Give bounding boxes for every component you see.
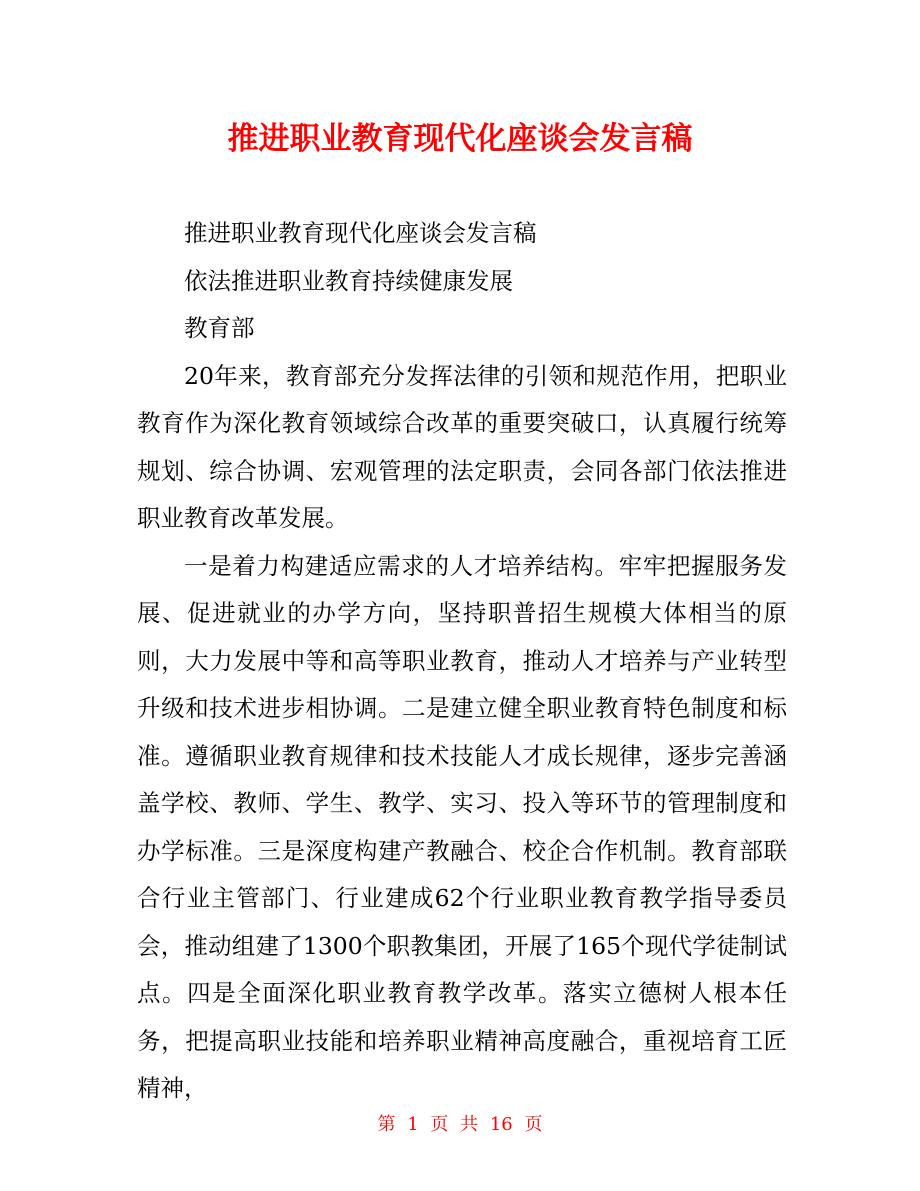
paragraph-author: 教育部 xyxy=(184,314,255,342)
paragraph-measures: 一是着力构建适应需求的人才培养结构。牢牢把握服务发展、促进就业的办学方向，坚持职普招生规模大体相当的原则，大力发展中等和高等职业教育，推动人才培养与产业转型升级和技术进步相协调。二是建立健全职业教育特色制度和标准。遵循职业教育规律和技术技能人才成长规律，逐步完善涵盖学校、教师、学生、教学、实习、投入等环节的管理制度和办学标准。三是深度构建产教融合、校企合作机制。教育部联合行业主管部门、行业建成62个行业职业教育教学指导委员会，推动组建了1300个职教集团，开展了165个现代学徒制试点。四是全面深化职业教育教学改革。落实立德树人根本任务，把提高职业技能和培养职业精神高度融合，重视培育工匠精神， xyxy=(137,551,787,1102)
paragraph-heading: 依法推进职业教育持续健康发展 xyxy=(184,266,513,295)
paragraph-subtitle: 推进职业教育现代化座谈会发言稿 xyxy=(184,219,537,247)
page-footer: 第 1 页 共 16 页 xyxy=(377,1114,543,1135)
paragraph-intro: 20年来，教育部充分发挥法律的引领和规范作用，把职业教育作为深化教育领域综合改革的重要突破口，认真履行统筹规划、综合协调、宏观管理的法定职责，会同各部门依法推进职业教育改革发展。 xyxy=(137,361,787,532)
document-body xyxy=(137,210,787,1113)
document-title: 推进职业教育现代化座谈会发言稿 xyxy=(227,121,693,157)
